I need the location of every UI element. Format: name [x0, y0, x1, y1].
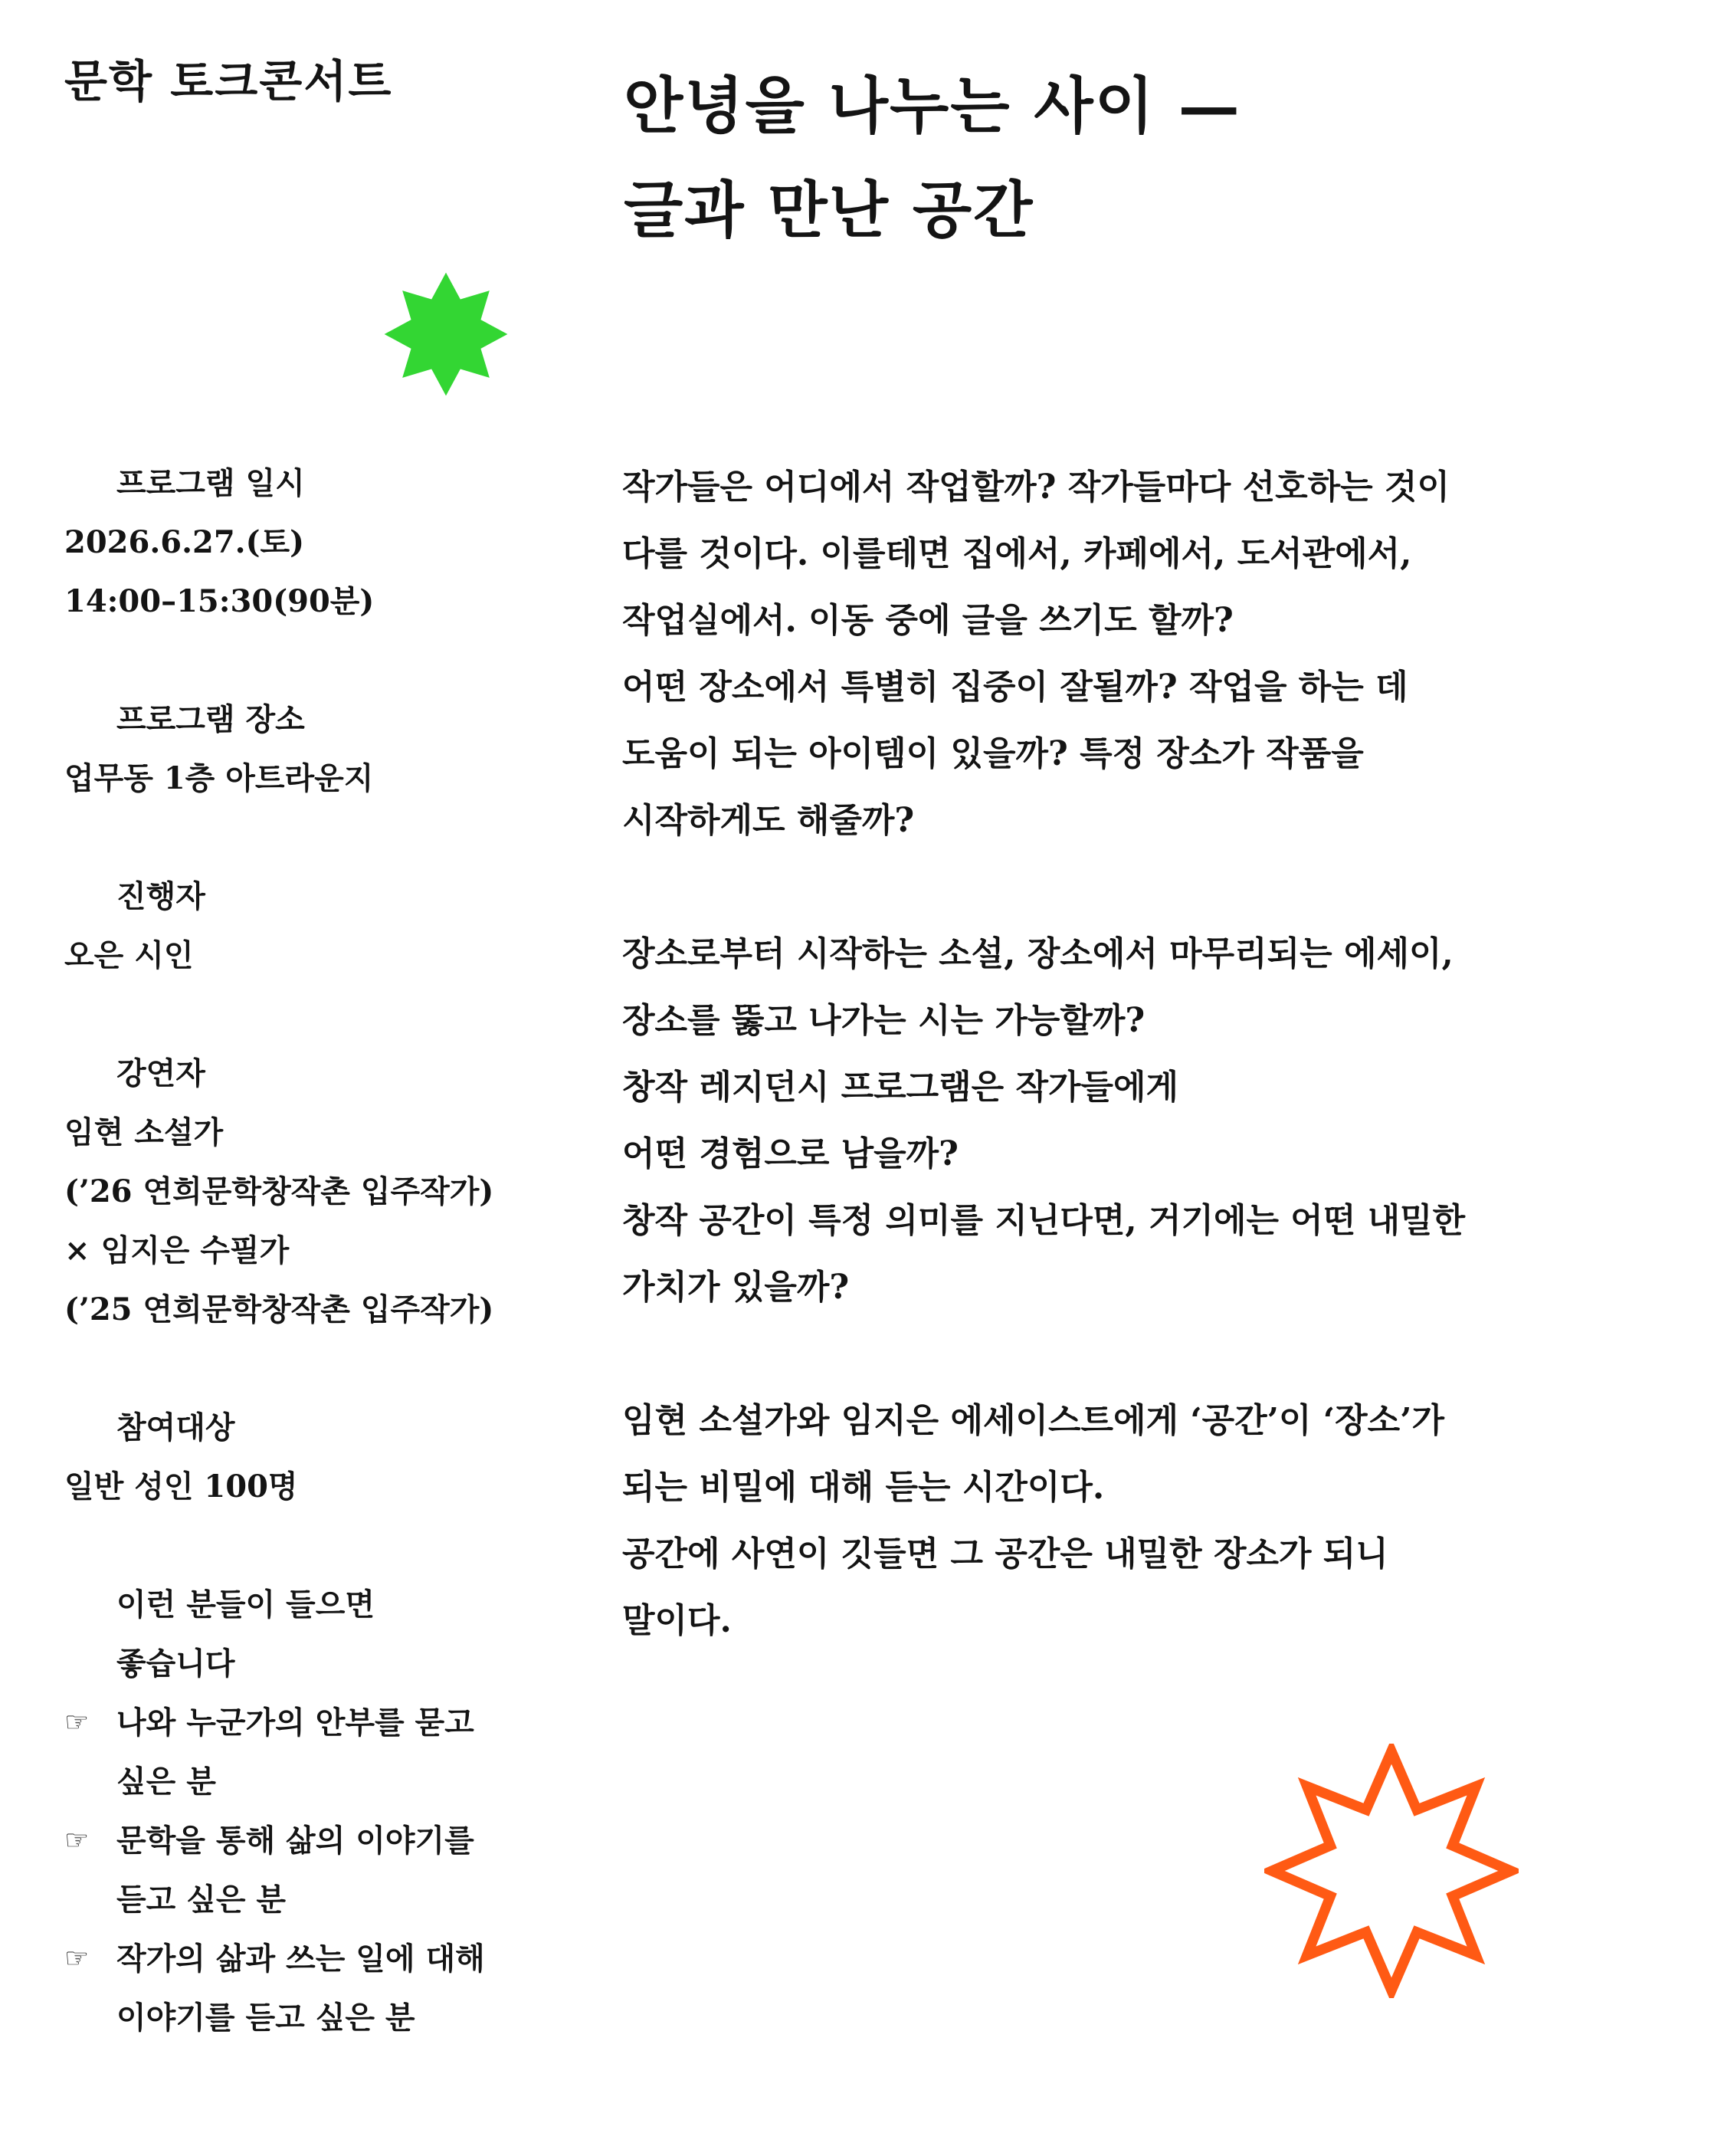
pointing-hand-icon: ☞: [64, 1707, 90, 1738]
info-audience: [64, 1398, 585, 1516]
paragraph-line: 어떤 경험으로 남을까?: [622, 1134, 959, 1173]
paragraph-line: 창작 공간이 특정 의미를 지닌다면, 거기에는 어떤 내밀한: [622, 1201, 1466, 1240]
info-value: (’25 연희문학창작촌 입주작가): [64, 1291, 494, 1327]
pointing-hand-icon: ☞: [64, 1943, 90, 1974]
info-label: 참여대상: [116, 1409, 235, 1446]
info-label: 진행자: [116, 878, 205, 914]
list-item-text: 이야기를 듣고 싶은 분: [116, 2000, 415, 2036]
info-label: 강연자: [116, 1055, 205, 1091]
event-type: 문학 토크콘서트: [64, 55, 393, 107]
list-item-text: 듣고 싶은 분: [116, 1882, 287, 1918]
list-item: [64, 1693, 585, 1811]
info-label: 프로그램 일시: [116, 465, 305, 501]
list-item-text: 작가의 삶과 쓰는 일에 대해: [116, 1941, 485, 1977]
paragraph-line: 임현 소설가와 임지은 에세이스트에게 ‘공간’이 ‘장소’가: [622, 1401, 1444, 1440]
info-place: [64, 690, 585, 808]
info-value: 임현 소설가: [64, 1114, 224, 1150]
paragraph-line: 작업실에서. 이동 중에 글을 쓰기도 할까?: [622, 601, 1234, 640]
info-speakers: [64, 1044, 585, 1339]
paragraph-line: 도움이 되는 아이템이 있을까? 특정 장소가 작품을: [622, 734, 1364, 773]
paragraph-line: 시작하게도 해줄까?: [622, 801, 915, 840]
list-item-text: 나와 누군가의 안부를 묻고: [116, 1705, 474, 1741]
list-item-text: 싶은 분: [116, 1764, 216, 1800]
info-datetime: [64, 454, 585, 631]
info-value: × 임지은 수필가: [64, 1232, 290, 1268]
description: [622, 454, 1657, 1721]
info-host: [64, 867, 585, 985]
paragraph-line: 공간에 사연이 깃들면 그 공간은 내밀한 장소가 되니: [622, 1534, 1388, 1574]
paragraph: [622, 1387, 1657, 1654]
paragraph-line: 작가들은 어디에서 작업할까? 작가들마다 선호하는 것이: [622, 468, 1450, 507]
program-info: [64, 454, 585, 2106]
paragraph-line: 다를 것이다. 이를테면 집에서, 카페에서, 도서관에서,: [622, 534, 1412, 573]
info-label: 이런 분들이 들으면: [116, 1587, 375, 1623]
page-title: [624, 54, 1241, 262]
list-item: [64, 1811, 585, 1929]
eight-point-star-icon: [383, 271, 509, 397]
paragraph-line: 말이다.: [622, 1601, 732, 1640]
info-label: 좋습니다: [116, 1646, 235, 1682]
pointing-hand-icon: ☞: [64, 1825, 90, 1856]
info-value: (’26 연희문학창작촌 입주작가): [64, 1173, 494, 1209]
list-item-text: 문학을 통해 삶의 이야기를: [116, 1823, 474, 1859]
paragraph: [622, 454, 1657, 854]
title-line: 안녕을 나누는 사이 —: [624, 70, 1241, 142]
paragraph-line: 창작 레지던시 프로그램은 작가들에게: [622, 1068, 1179, 1107]
info-value: 업무동 1층 아트라운지: [64, 760, 374, 796]
info-value: 14:00–15:30(90분): [64, 583, 375, 619]
paragraph-line: 어떤 장소에서 특별히 집중이 잘될까? 작업을 하는 데: [622, 668, 1408, 707]
eight-point-star-icon: [1264, 1744, 1519, 1998]
info-value: 일반 성인 100명: [64, 1469, 298, 1505]
title-line: 글과 만난 공간: [624, 174, 1034, 246]
info-recommended: [64, 1575, 585, 2047]
info-value: 2026.6.27.(토): [64, 524, 305, 560]
info-value: 오은 시인: [64, 937, 194, 973]
paragraph-line: 장소로부터 시작하는 소설, 장소에서 마무리되는 에세이,: [622, 934, 1454, 973]
list-item: [64, 1929, 585, 2047]
paragraph: [622, 920, 1657, 1321]
info-label: 프로그램 장소: [116, 701, 305, 737]
paragraph-line: 장소를 뚫고 나가는 시는 가능할까?: [622, 1001, 1146, 1040]
paragraph-line: 가치가 있을까?: [622, 1268, 850, 1307]
paragraph-line: 되는 비밀에 대해 듣는 시간이다.: [622, 1468, 1105, 1507]
